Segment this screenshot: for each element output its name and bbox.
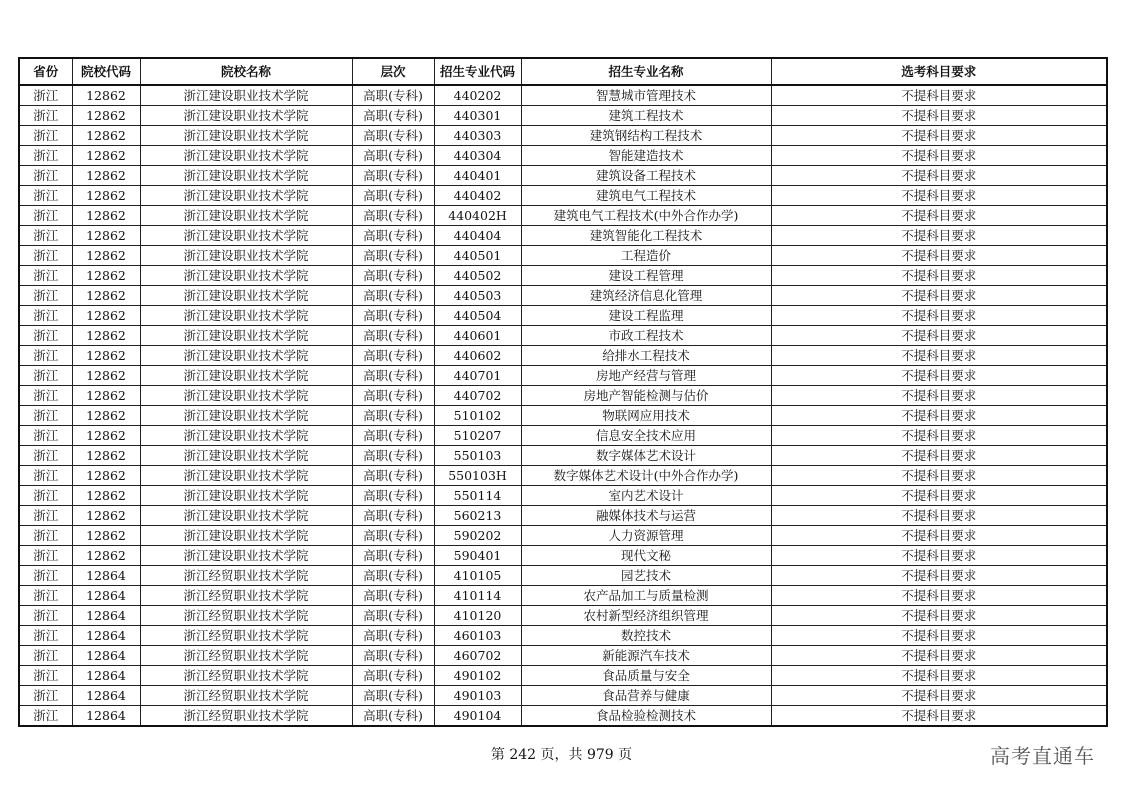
cell-major-name: 农村新型经济组织管理 bbox=[521, 606, 771, 626]
cell-level: 高职(专科) bbox=[352, 646, 434, 666]
cell-level: 高职(专科) bbox=[352, 306, 434, 326]
cell-subject-requirement: 不提科目要求 bbox=[771, 606, 1107, 626]
table-row bbox=[19, 606, 1107, 626]
cell-level: 高职(专科) bbox=[352, 466, 434, 486]
cell-school-name: 浙江建设职业技术学院 bbox=[140, 366, 352, 386]
cell-major-name: 建筑电气工程技术 bbox=[521, 186, 771, 206]
cell-school-code: 12862 bbox=[72, 286, 140, 306]
cell-school-name: 浙江建设职业技术学院 bbox=[140, 346, 352, 366]
cell-major-name: 给排水工程技术 bbox=[521, 346, 771, 366]
cell-major-code: 550103 bbox=[434, 446, 521, 466]
cell-school-name: 浙江建设职业技术学院 bbox=[140, 406, 352, 426]
cell-level: 高职(专科) bbox=[352, 706, 434, 727]
cell-school-name: 浙江建设职业技术学院 bbox=[140, 85, 352, 106]
table-row bbox=[19, 526, 1107, 546]
table-row bbox=[19, 426, 1107, 446]
cell-major-name: 农产品加工与质量检测 bbox=[521, 586, 771, 606]
cell-province: 浙江 bbox=[19, 646, 72, 666]
cell-school-name: 浙江建设职业技术学院 bbox=[140, 286, 352, 306]
cell-major-name: 工程造价 bbox=[521, 246, 771, 266]
cell-major-code: 440502 bbox=[434, 266, 521, 286]
cell-school-name: 浙江建设职业技术学院 bbox=[140, 166, 352, 186]
cell-major-name: 数控技术 bbox=[521, 626, 771, 646]
cell-major-code: 410114 bbox=[434, 586, 521, 606]
cell-province: 浙江 bbox=[19, 606, 72, 626]
cell-province: 浙江 bbox=[19, 486, 72, 506]
cell-school-code: 12862 bbox=[72, 346, 140, 366]
column-header-level: 层次 bbox=[352, 58, 434, 85]
table-row bbox=[19, 486, 1107, 506]
table-row bbox=[19, 266, 1107, 286]
cell-school-code: 12862 bbox=[72, 526, 140, 546]
cell-province: 浙江 bbox=[19, 246, 72, 266]
cell-subject-requirement: 不提科目要求 bbox=[771, 426, 1107, 446]
cell-major-code: 440602 bbox=[434, 346, 521, 366]
cell-level: 高职(专科) bbox=[352, 446, 434, 466]
cell-school-code: 12862 bbox=[72, 426, 140, 446]
cell-subject-requirement: 不提科目要求 bbox=[771, 686, 1107, 706]
cell-level: 高职(专科) bbox=[352, 666, 434, 686]
table-row bbox=[19, 126, 1107, 146]
cell-school-code: 12862 bbox=[72, 406, 140, 426]
cell-school-code: 12862 bbox=[72, 546, 140, 566]
cell-province: 浙江 bbox=[19, 526, 72, 546]
cell-province: 浙江 bbox=[19, 186, 72, 206]
cell-level: 高职(专科) bbox=[352, 246, 434, 266]
cell-school-name: 浙江建设职业技术学院 bbox=[140, 546, 352, 566]
cell-province: 浙江 bbox=[19, 406, 72, 426]
cell-subject-requirement: 不提科目要求 bbox=[771, 85, 1107, 106]
cell-major-code: 460103 bbox=[434, 626, 521, 646]
cell-subject-requirement: 不提科目要求 bbox=[771, 646, 1107, 666]
cell-level: 高职(专科) bbox=[352, 546, 434, 566]
admission-table bbox=[18, 57, 1108, 727]
cell-major-code: 440601 bbox=[434, 326, 521, 346]
cell-level: 高职(专科) bbox=[352, 626, 434, 646]
cell-major-code: 440303 bbox=[434, 126, 521, 146]
cell-school-name: 浙江经贸职业技术学院 bbox=[140, 586, 352, 606]
cell-subject-requirement: 不提科目要求 bbox=[771, 466, 1107, 486]
table-row bbox=[19, 326, 1107, 346]
cell-school-name: 浙江建设职业技术学院 bbox=[140, 386, 352, 406]
cell-province: 浙江 bbox=[19, 566, 72, 586]
cell-major-name: 物联网应用技术 bbox=[521, 406, 771, 426]
cell-major-name: 建筑电气工程技术(中外合作办学) bbox=[521, 206, 771, 226]
cell-school-name: 浙江经贸职业技术学院 bbox=[140, 706, 352, 727]
cell-school-code: 12862 bbox=[72, 366, 140, 386]
cell-major-code: 590401 bbox=[434, 546, 521, 566]
cell-level: 高职(专科) bbox=[352, 486, 434, 506]
cell-school-code: 12862 bbox=[72, 106, 140, 126]
page-number-footer: 第 242 页，共 979 页 bbox=[490, 747, 633, 763]
table-row bbox=[19, 626, 1107, 646]
cell-level: 高职(专科) bbox=[352, 286, 434, 306]
cell-level: 高职(专科) bbox=[352, 326, 434, 346]
column-header-major-name: 招生专业名称 bbox=[521, 58, 771, 85]
cell-major-code: 490104 bbox=[434, 706, 521, 727]
cell-subject-requirement: 不提科目要求 bbox=[771, 206, 1107, 226]
cell-province: 浙江 bbox=[19, 706, 72, 727]
cell-province: 浙江 bbox=[19, 126, 72, 146]
cell-major-name: 数字媒体艺术设计(中外合作办学) bbox=[521, 466, 771, 486]
cell-major-code: 440301 bbox=[434, 106, 521, 126]
cell-major-name: 食品营养与健康 bbox=[521, 686, 771, 706]
admission-table-container bbox=[18, 57, 1108, 727]
cell-school-code: 12862 bbox=[72, 306, 140, 326]
watermark-logo-text: 高考直通车 bbox=[990, 744, 1095, 768]
cell-major-code: 440304 bbox=[434, 146, 521, 166]
cell-subject-requirement: 不提科目要求 bbox=[771, 626, 1107, 646]
cell-subject-requirement: 不提科目要求 bbox=[771, 366, 1107, 386]
cell-school-code: 12862 bbox=[72, 466, 140, 486]
cell-school-name: 浙江建设职业技术学院 bbox=[140, 266, 352, 286]
table-row bbox=[19, 346, 1107, 366]
cell-school-name: 浙江建设职业技术学院 bbox=[140, 246, 352, 266]
table-row bbox=[19, 706, 1107, 727]
cell-school-code: 12862 bbox=[72, 326, 140, 346]
cell-major-code: 550103H bbox=[434, 466, 521, 486]
cell-province: 浙江 bbox=[19, 206, 72, 226]
cell-subject-requirement: 不提科目要求 bbox=[771, 166, 1107, 186]
cell-major-name: 食品质量与安全 bbox=[521, 666, 771, 686]
cell-school-name: 浙江建设职业技术学院 bbox=[140, 426, 352, 446]
cell-province: 浙江 bbox=[19, 226, 72, 246]
cell-major-code: 490103 bbox=[434, 686, 521, 706]
cell-school-name: 浙江经贸职业技术学院 bbox=[140, 606, 352, 626]
table-row bbox=[19, 586, 1107, 606]
cell-major-name: 建筑经济信息化管理 bbox=[521, 286, 771, 306]
cell-subject-requirement: 不提科目要求 bbox=[771, 266, 1107, 286]
cell-school-name: 浙江建设职业技术学院 bbox=[140, 126, 352, 146]
cell-province: 浙江 bbox=[19, 85, 72, 106]
cell-subject-requirement: 不提科目要求 bbox=[771, 146, 1107, 166]
table-row bbox=[19, 246, 1107, 266]
table-row bbox=[19, 406, 1107, 426]
cell-level: 高职(专科) bbox=[352, 126, 434, 146]
cell-school-code: 12862 bbox=[72, 146, 140, 166]
cell-school-name: 浙江建设职业技术学院 bbox=[140, 106, 352, 126]
cell-major-code: 440401 bbox=[434, 166, 521, 186]
cell-province: 浙江 bbox=[19, 346, 72, 366]
cell-major-name: 融媒体技术与运营 bbox=[521, 506, 771, 526]
cell-province: 浙江 bbox=[19, 386, 72, 406]
cell-major-name: 建设工程管理 bbox=[521, 266, 771, 286]
cell-province: 浙江 bbox=[19, 626, 72, 646]
cell-school-name: 浙江建设职业技术学院 bbox=[140, 306, 352, 326]
cell-major-name: 新能源汽车技术 bbox=[521, 646, 771, 666]
column-header-major-code: 招生专业代码 bbox=[434, 58, 521, 85]
cell-province: 浙江 bbox=[19, 546, 72, 566]
cell-major-name: 房地产智能检测与估价 bbox=[521, 386, 771, 406]
cell-level: 高职(专科) bbox=[352, 426, 434, 446]
column-header-school-name: 院校名称 bbox=[140, 58, 352, 85]
cell-major-code: 440404 bbox=[434, 226, 521, 246]
table-row bbox=[19, 286, 1107, 306]
cell-school-code: 12862 bbox=[72, 266, 140, 286]
cell-major-code: 440202 bbox=[434, 85, 521, 106]
cell-major-name: 建设工程监理 bbox=[521, 306, 771, 326]
cell-major-code: 440702 bbox=[434, 386, 521, 406]
cell-province: 浙江 bbox=[19, 326, 72, 346]
cell-school-code: 12862 bbox=[72, 506, 140, 526]
cell-school-code: 12862 bbox=[72, 206, 140, 226]
cell-subject-requirement: 不提科目要求 bbox=[771, 346, 1107, 366]
cell-level: 高职(专科) bbox=[352, 146, 434, 166]
cell-major-name: 园艺技术 bbox=[521, 566, 771, 586]
table-row bbox=[19, 166, 1107, 186]
cell-major-code: 440504 bbox=[434, 306, 521, 326]
cell-school-code: 12864 bbox=[72, 566, 140, 586]
cell-subject-requirement: 不提科目要求 bbox=[771, 526, 1107, 546]
table-row bbox=[19, 666, 1107, 686]
cell-school-name: 浙江建设职业技术学院 bbox=[140, 146, 352, 166]
table-row bbox=[19, 206, 1107, 226]
cell-major-code: 590202 bbox=[434, 526, 521, 546]
cell-major-code: 490102 bbox=[434, 666, 521, 686]
cell-school-code: 12864 bbox=[72, 586, 140, 606]
cell-school-name: 浙江建设职业技术学院 bbox=[140, 526, 352, 546]
cell-school-code: 12862 bbox=[72, 486, 140, 506]
cell-school-name: 浙江建设职业技术学院 bbox=[140, 486, 352, 506]
cell-level: 高职(专科) bbox=[352, 206, 434, 226]
cell-province: 浙江 bbox=[19, 466, 72, 486]
cell-subject-requirement: 不提科目要求 bbox=[771, 706, 1107, 727]
cell-subject-requirement: 不提科目要求 bbox=[771, 406, 1107, 426]
cell-province: 浙江 bbox=[19, 686, 72, 706]
cell-subject-requirement: 不提科目要求 bbox=[771, 226, 1107, 246]
cell-province: 浙江 bbox=[19, 426, 72, 446]
column-header-school-code: 院校代码 bbox=[72, 58, 140, 85]
cell-province: 浙江 bbox=[19, 366, 72, 386]
cell-major-code: 440503 bbox=[434, 286, 521, 306]
cell-major-code: 440701 bbox=[434, 366, 521, 386]
cell-major-code: 460702 bbox=[434, 646, 521, 666]
cell-major-name: 房地产经营与管理 bbox=[521, 366, 771, 386]
cell-level: 高职(专科) bbox=[352, 186, 434, 206]
table-row bbox=[19, 106, 1107, 126]
cell-major-code: 550114 bbox=[434, 486, 521, 506]
cell-province: 浙江 bbox=[19, 666, 72, 686]
cell-school-name: 浙江经贸职业技术学院 bbox=[140, 626, 352, 646]
cell-level: 高职(专科) bbox=[352, 506, 434, 526]
cell-province: 浙江 bbox=[19, 446, 72, 466]
cell-school-code: 12862 bbox=[72, 186, 140, 206]
cell-level: 高职(专科) bbox=[352, 266, 434, 286]
table-row bbox=[19, 506, 1107, 526]
cell-subject-requirement: 不提科目要求 bbox=[771, 586, 1107, 606]
cell-school-code: 12864 bbox=[72, 666, 140, 686]
cell-major-name: 食品检验检测技术 bbox=[521, 706, 771, 727]
cell-major-name: 建筑设备工程技术 bbox=[521, 166, 771, 186]
column-header-subject-requirement: 选考科目要求 bbox=[771, 58, 1107, 85]
cell-level: 高职(专科) bbox=[352, 526, 434, 546]
cell-major-name: 现代文秘 bbox=[521, 546, 771, 566]
cell-major-name: 建筑智能化工程技术 bbox=[521, 226, 771, 246]
cell-school-name: 浙江建设职业技术学院 bbox=[140, 186, 352, 206]
cell-subject-requirement: 不提科目要求 bbox=[771, 546, 1107, 566]
cell-province: 浙江 bbox=[19, 146, 72, 166]
table-row bbox=[19, 686, 1107, 706]
cell-school-name: 浙江建设职业技术学院 bbox=[140, 326, 352, 346]
cell-school-code: 12862 bbox=[72, 246, 140, 266]
cell-major-code: 410105 bbox=[434, 566, 521, 586]
cell-level: 高职(专科) bbox=[352, 386, 434, 406]
cell-subject-requirement: 不提科目要求 bbox=[771, 306, 1107, 326]
cell-school-code: 12862 bbox=[72, 166, 140, 186]
cell-school-name: 浙江经贸职业技术学院 bbox=[140, 566, 352, 586]
cell-subject-requirement: 不提科目要求 bbox=[771, 486, 1107, 506]
cell-school-name: 浙江经贸职业技术学院 bbox=[140, 666, 352, 686]
table-row bbox=[19, 386, 1107, 406]
cell-school-code: 12864 bbox=[72, 606, 140, 626]
cell-major-name: 室内艺术设计 bbox=[521, 486, 771, 506]
cell-subject-requirement: 不提科目要求 bbox=[771, 246, 1107, 266]
cell-province: 浙江 bbox=[19, 506, 72, 526]
cell-major-code: 560213 bbox=[434, 506, 521, 526]
cell-province: 浙江 bbox=[19, 586, 72, 606]
cell-school-name: 浙江建设职业技术学院 bbox=[140, 506, 352, 526]
table-row bbox=[19, 186, 1107, 206]
table-row bbox=[19, 546, 1107, 566]
table-row bbox=[19, 646, 1107, 666]
table-body bbox=[19, 85, 1107, 726]
cell-school-name: 浙江经贸职业技术学院 bbox=[140, 686, 352, 706]
cell-major-name: 信息安全技术应用 bbox=[521, 426, 771, 446]
cell-major-code: 440501 bbox=[434, 246, 521, 266]
cell-province: 浙江 bbox=[19, 166, 72, 186]
cell-major-name: 智能建造技术 bbox=[521, 146, 771, 166]
cell-subject-requirement: 不提科目要求 bbox=[771, 506, 1107, 526]
cell-major-name: 市政工程技术 bbox=[521, 326, 771, 346]
cell-level: 高职(专科) bbox=[352, 346, 434, 366]
cell-level: 高职(专科) bbox=[352, 586, 434, 606]
cell-school-code: 12864 bbox=[72, 686, 140, 706]
cell-school-code: 12862 bbox=[72, 446, 140, 466]
cell-major-code: 510207 bbox=[434, 426, 521, 446]
cell-school-code: 12862 bbox=[72, 226, 140, 246]
cell-school-code: 12864 bbox=[72, 626, 140, 646]
cell-school-code: 12862 bbox=[72, 126, 140, 146]
table-row bbox=[19, 466, 1107, 486]
header-row bbox=[19, 58, 1107, 85]
cell-school-code: 12864 bbox=[72, 646, 140, 666]
cell-subject-requirement: 不提科目要求 bbox=[771, 446, 1107, 466]
cell-subject-requirement: 不提科目要求 bbox=[771, 666, 1107, 686]
cell-school-name: 浙江建设职业技术学院 bbox=[140, 466, 352, 486]
cell-school-code: 12862 bbox=[72, 386, 140, 406]
cell-school-code: 12864 bbox=[72, 706, 140, 727]
table-row bbox=[19, 146, 1107, 166]
cell-province: 浙江 bbox=[19, 306, 72, 326]
cell-school-name: 浙江建设职业技术学院 bbox=[140, 226, 352, 246]
column-header-province: 省份 bbox=[19, 58, 72, 85]
cell-major-name: 数字媒体艺术设计 bbox=[521, 446, 771, 466]
cell-school-name: 浙江建设职业技术学院 bbox=[140, 446, 352, 466]
cell-major-name: 智慧城市管理技术 bbox=[521, 85, 771, 106]
cell-level: 高职(专科) bbox=[352, 686, 434, 706]
cell-major-name: 建筑钢结构工程技术 bbox=[521, 126, 771, 146]
cell-level: 高职(专科) bbox=[352, 85, 434, 106]
cell-school-code: 12862 bbox=[72, 85, 140, 106]
cell-level: 高职(专科) bbox=[352, 566, 434, 586]
cell-level: 高职(专科) bbox=[352, 366, 434, 386]
table-row bbox=[19, 566, 1107, 586]
cell-major-code: 510102 bbox=[434, 406, 521, 426]
cell-level: 高职(专科) bbox=[352, 406, 434, 426]
cell-major-code: 410120 bbox=[434, 606, 521, 626]
cell-province: 浙江 bbox=[19, 286, 72, 306]
cell-subject-requirement: 不提科目要求 bbox=[771, 106, 1107, 126]
cell-major-name: 建筑工程技术 bbox=[521, 106, 771, 126]
cell-subject-requirement: 不提科目要求 bbox=[771, 566, 1107, 586]
table-row bbox=[19, 366, 1107, 386]
cell-major-name: 人力资源管理 bbox=[521, 526, 771, 546]
table-header bbox=[19, 58, 1107, 85]
cell-level: 高职(专科) bbox=[352, 226, 434, 246]
cell-level: 高职(专科) bbox=[352, 166, 434, 186]
cell-subject-requirement: 不提科目要求 bbox=[771, 386, 1107, 406]
cell-school-name: 浙江建设职业技术学院 bbox=[140, 206, 352, 226]
table-row bbox=[19, 446, 1107, 466]
cell-school-name: 浙江经贸职业技术学院 bbox=[140, 646, 352, 666]
cell-major-code: 440402 bbox=[434, 186, 521, 206]
cell-subject-requirement: 不提科目要求 bbox=[771, 326, 1107, 346]
cell-subject-requirement: 不提科目要求 bbox=[771, 286, 1107, 306]
table-row bbox=[19, 85, 1107, 106]
cell-level: 高职(专科) bbox=[352, 106, 434, 126]
cell-major-code: 440402H bbox=[434, 206, 521, 226]
cell-province: 浙江 bbox=[19, 266, 72, 286]
cell-level: 高职(专科) bbox=[352, 606, 434, 626]
cell-subject-requirement: 不提科目要求 bbox=[771, 126, 1107, 146]
table-row bbox=[19, 306, 1107, 326]
cell-province: 浙江 bbox=[19, 106, 72, 126]
cell-subject-requirement: 不提科目要求 bbox=[771, 186, 1107, 206]
table-row bbox=[19, 226, 1107, 246]
